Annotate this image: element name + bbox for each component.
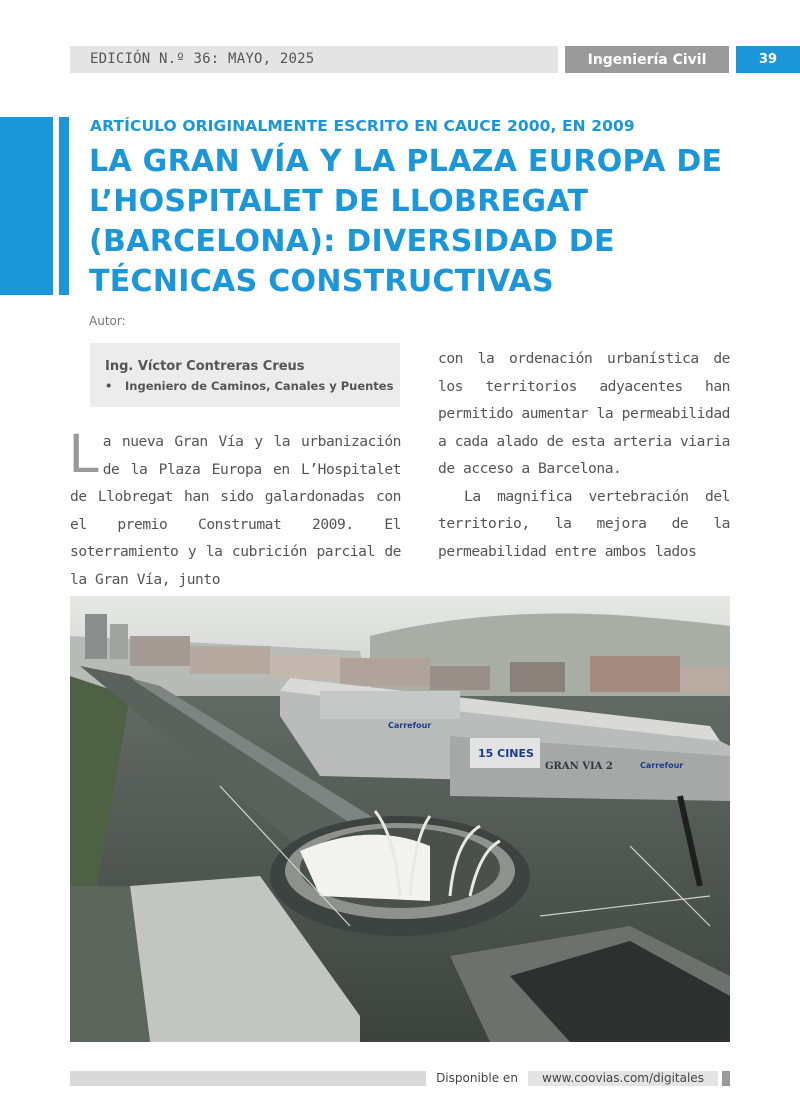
footer-bar: [70, 1071, 426, 1086]
aerial-photo: [70, 596, 730, 1042]
sign-carrefour-2: Carrefour: [640, 761, 684, 770]
author-role-text: Ingeniero de Caminos, Canales y Puentes: [125, 379, 394, 393]
author-role: • Ingeniero de Caminos, Canales y Puentes: [105, 379, 394, 393]
footer-label: Disponible en: [431, 1071, 523, 1086]
article-kicker: ARTÍCULO ORIGINALMENTE ESCRITO EN CAUCE 2000, EN 2009: [90, 117, 635, 135]
paragraph-1-continued: con la ordenación urbanística de los territorios adyacentes han permitido aumentar la permeabilidad a cada alado de esta arteria viaria de acceso a Barcelona.: [438, 350, 730, 477]
accent-bar: [0, 117, 53, 295]
author-name: Ing. Víctor Contreras Creus: [105, 359, 305, 374]
footer-url[interactable]: www.coovias.com/digitales: [528, 1071, 718, 1086]
sign-carrefour-1: Carrefour: [388, 721, 432, 730]
paragraph-2: La magnifica vertebración del territorio, la mejora de la permeabilidad entre ambos lados: [438, 487, 730, 560]
sign-cines: 15 CINES: [478, 747, 534, 760]
author-label: Autor:: [89, 314, 126, 328]
edition-label: EDICIÓN N.º 36: MAYO, 2025: [70, 46, 558, 73]
text-column-right: [438, 345, 730, 565]
dropcap: L: [69, 421, 100, 484]
footer-end-mark: [722, 1071, 730, 1086]
paragraph-1: a nueva Gran Vía y la urbanización de la Plaza Europa en L’Hospitalet de Llobregat han sido galardonadas con el premio Construmat 2009. El soterramiento y la cubrición parcial de la Gran Vía, junto: [70, 433, 401, 588]
accent-bar-thin: [59, 117, 69, 295]
author-box: [90, 343, 400, 407]
text-column-left: [69, 421, 401, 593]
section-label: Ingeniería Civil: [565, 46, 729, 73]
sign-granvia: GRAN VIA 2: [545, 761, 613, 772]
article-title: LA GRAN VÍA Y LA PLAZA EUROPA DE L’HOSPITALET DE LLOBREGAT (BARCELONA): DIVERSIDAD DE TÉCNICAS CONSTRUCTIVAS: [89, 144, 723, 299]
page-number: 39: [736, 46, 800, 73]
